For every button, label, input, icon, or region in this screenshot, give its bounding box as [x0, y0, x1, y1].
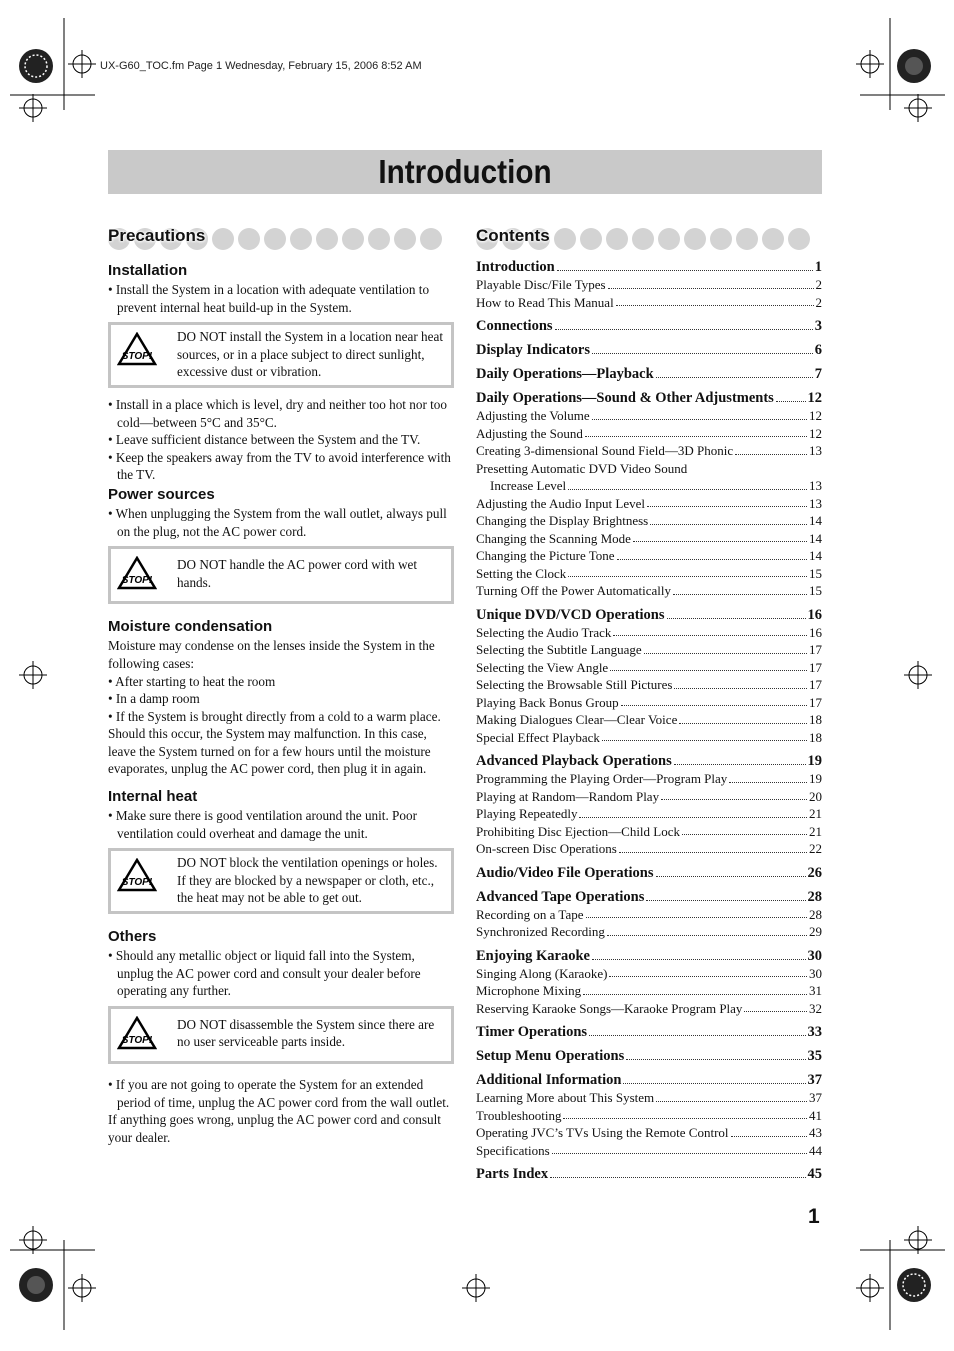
toc-sub-entry [476, 906, 822, 924]
toc-leader-dots [609, 965, 807, 978]
installation-bullet: • Install in a place which is level, dry and neither too hot nor too cold—between 5°C and 35°C. [108, 396, 447, 430]
toc-entry-title: Programming the Playing Order—Program Play [476, 771, 728, 786]
toc-entry-page: 19 [807, 753, 822, 769]
toc-sub-entry [476, 770, 822, 788]
power-warning-box [108, 546, 454, 604]
power-sources-title: Power sources [108, 485, 215, 503]
toc-entry-page: 20 [809, 788, 822, 804]
toc-leader-dots [633, 530, 807, 543]
toc-entry-page: 21 [809, 823, 822, 839]
toc-leader-dots [616, 294, 814, 307]
others-title: Others [108, 928, 157, 946]
toc-sub-entry [476, 477, 822, 495]
toc-entry-title: Changing the Scanning Mode [476, 530, 631, 546]
toc-entry-page: 13 [809, 478, 822, 493]
toc-main-entry [476, 389, 822, 407]
others-warning-text: DO NOT disassemble the System since there are no user serviceable parts inside. [177, 1016, 435, 1050]
toc-entry-title: Daily Operations—Playback [476, 366, 654, 382]
power-warning-text: DO NOT handle the AC power cord with wet hands. [177, 557, 418, 590]
toc-entry-title: Troubleshooting [476, 1107, 562, 1123]
toc-entry-page: 44 [809, 1142, 822, 1158]
toc-entry-page: 43 [809, 1125, 822, 1140]
toc-entry-title: Adjusting the Sound [476, 425, 583, 441]
toc-leader-dots [650, 512, 807, 525]
toc-sub-entry [476, 711, 822, 729]
toc-entry-title: Specifications [476, 1142, 550, 1158]
toc-entry-title: Daily Operations—Sound & Other Adjustments [476, 390, 774, 406]
toc-entry-page: 14 [809, 530, 822, 546]
toc-entry-title: Making Dialogues Clear—Clear Voice [476, 712, 678, 727]
others-bullet: • Should any metallic object or liquid fall into the System, unplug the AC power cord and consult your dealer before operating any further. [108, 948, 421, 999]
toc-entry-title: Timer Operations [476, 1024, 588, 1040]
others-warning-box [108, 1006, 454, 1064]
toc-sub-entry [476, 276, 822, 294]
toc-entry-page: 17 [809, 642, 822, 657]
toc-leader-dots [592, 407, 807, 420]
stop-hand-icon [117, 854, 177, 897]
toc-entry-title: Turning Off the Power Automatically [476, 583, 671, 598]
toc-sub-entry [476, 460, 822, 478]
toc-entry-title: Creating 3-dimensional Sound Field—3D Phonic [476, 443, 734, 458]
toc-entry-title: Special Effect Playback [476, 729, 600, 745]
toc-main-entry [476, 606, 822, 624]
toc-entry-page: 32 [809, 1000, 822, 1016]
toc-leader-dots [607, 923, 807, 936]
toc-entry-page: 2 [815, 277, 822, 292]
toc-leader-dots [602, 729, 807, 742]
toc-sub-entry [476, 694, 822, 712]
toc-leader-dots [619, 840, 807, 853]
toc-leader-dots [583, 982, 807, 995]
toc-entry-title: Playing Back Bonus Group [476, 694, 619, 710]
toc-main-entry [476, 317, 822, 335]
toc-sub-entry [476, 512, 822, 530]
precautions-heading: Precautions [108, 226, 206, 245]
toc-entry-title: How to Read This Manual [476, 294, 614, 310]
toc-entry-title: Introduction [476, 259, 555, 275]
toc-entry-page: 12 [809, 408, 822, 423]
moisture-bullet: • After starting to heat the room [108, 673, 276, 689]
toc-entry-title: Enjoying Karaoke [476, 947, 590, 964]
toc-sub-entry [476, 530, 822, 548]
power-bullet: • When unplugging the System from the wall outlet, always pull on the plug, not the AC power cord. [108, 505, 447, 539]
stop-icon-text: STOP! [121, 877, 153, 889]
toc-sub-entry [476, 729, 822, 747]
toc-sub-entry [476, 965, 822, 983]
toc-entry-page: 7 [814, 366, 822, 382]
toc-leader-dots [626, 1047, 805, 1060]
toc-entry-title: Presetting Automatic DVD Video Sound [476, 460, 688, 476]
toc-main-entry [476, 341, 822, 359]
toc-entry-page: 22 [809, 841, 822, 856]
file-header-line: UX-G60_TOC.fm Page 1 Wednesday, February 15, 2006 8:52 AM [100, 60, 422, 72]
toc-sub-entry [476, 982, 822, 1000]
toc-sub-entry [476, 1142, 822, 1160]
toc-sub-entry [476, 1107, 822, 1125]
toc-leader-dots [674, 676, 807, 689]
toc-entry-page: 1 [814, 259, 822, 275]
toc-sub-entry [476, 1000, 822, 1018]
heat-warning-text: DO NOT block the ventilation openings or holes. If they are blocked by a newspaper or cloth, etc., the heat may not be able to get out. [177, 855, 438, 906]
toc-sub-entry [476, 1089, 822, 1107]
toc-sub-entry [476, 547, 822, 565]
toc-entry-title: Singing Along (Karaoke) [476, 965, 608, 981]
toc-main-entry [476, 888, 822, 906]
toc-leader-dots [610, 659, 807, 672]
toc-main-entry [476, 258, 822, 276]
page-title: Introduction [378, 153, 552, 190]
title-banner [108, 150, 822, 194]
toc-leader-dots [673, 582, 807, 595]
toc-entry-title: Unique DVD/VCD Operations [476, 606, 665, 623]
toc-leader-dots [656, 365, 813, 378]
toc-entry-title: Audio/Video File Operations [476, 864, 654, 881]
toc-leader-dots [613, 624, 807, 637]
toc-leader-dots [563, 1107, 807, 1120]
precautions-column [108, 226, 454, 1146]
toc-entry-page: 26 [807, 864, 822, 881]
toc-sub-entry [476, 840, 822, 858]
stop-icon-text: STOP! [121, 1034, 153, 1046]
toc-entry-title: Recording on a Tape [476, 906, 584, 922]
installation-title: Installation [108, 262, 188, 279]
toc-main-entry [476, 1071, 822, 1089]
toc-sub-entry [476, 495, 822, 513]
toc-leader-dots [552, 1142, 807, 1155]
toc-entry-page: 41 [809, 1107, 822, 1123]
toc-sub-entry [476, 923, 822, 941]
toc-sub-entry [476, 641, 822, 659]
heat-bullet: • Make sure there is good ventilation around the unit. Poor ventilation could overheat and damage the unit. [108, 808, 417, 841]
toc-leader-dots [735, 442, 807, 455]
toc-sub-entry [476, 659, 822, 677]
toc-leader-dots [644, 641, 807, 654]
toc-entry-title: Parts Index [476, 1166, 549, 1182]
toc-entry-title: Selecting the Audio Track [476, 624, 612, 640]
moisture-title: Moisture condensation [108, 618, 273, 636]
toc-main-entry [476, 1047, 822, 1065]
toc-leader-dots [568, 565, 807, 578]
toc-sub-entry [476, 676, 822, 694]
toc-leader-dots [646, 888, 805, 901]
toc-leader-dots [617, 547, 807, 560]
toc-entry-title: Changing the Display Brightness [476, 513, 649, 528]
toc-entry-title: Adjusting the Volume [476, 408, 590, 423]
stop-icon-text: STOP! [121, 575, 153, 587]
precautions-heading-bar [108, 226, 454, 252]
toc-leader-dots [585, 425, 807, 438]
toc-leader-dots [729, 770, 807, 783]
toc-leader-dots [592, 341, 813, 354]
stop-hand-icon [117, 1012, 177, 1055]
toc-entry-page: 15 [809, 583, 822, 598]
toc-leader-dots [776, 389, 806, 402]
toc-entry-page: 18 [809, 729, 822, 745]
toc-entry-title: Selecting the View Angle [476, 659, 609, 675]
toc-entry-title: Selecting the Subtitle Language [476, 642, 642, 657]
toc-entry-title: Advanced Tape Operations [476, 888, 645, 905]
toc-entry-page: 45 [807, 1166, 822, 1182]
heat-warning-box [108, 848, 454, 914]
toc-entry-page: 13 [809, 495, 822, 511]
toc-sub-entry [476, 624, 822, 642]
table-of-contents [476, 258, 822, 1183]
toc-entry-title: Operating JVC’s TVs Using the Remote Control [476, 1125, 729, 1140]
toc-leader-dots [550, 1165, 805, 1178]
toc-entry-page: 15 [809, 565, 822, 581]
toc-entry-page: 6 [814, 342, 822, 358]
toc-leader-dots [589, 1023, 805, 1036]
toc-sub-entry [476, 442, 822, 460]
toc-leader-dots [579, 805, 807, 818]
toc-entry-page: 14 [809, 513, 822, 528]
toc-entry-page: 33 [807, 1024, 822, 1040]
page-number: 1 [808, 1205, 820, 1228]
contents-column [476, 226, 822, 1183]
toc-entry-title: Prohibiting Disc Ejection—Child Lock [476, 823, 681, 839]
toc-entry-page: 19 [809, 771, 822, 786]
toc-entry-page: 37 [809, 1090, 822, 1105]
installation-warning-text: DO NOT install the System in a location near heat sources, or in a place subject to direct sunlight, excessive dust or vibration. [177, 329, 444, 380]
toc-entry-page: 14 [809, 548, 822, 563]
moisture-intro: Moisture may condense on the lenses inside the System in the following cases: [108, 638, 435, 671]
toc-entry-page: 37 [807, 1072, 822, 1088]
toc-entry-title: Learning More about This System [476, 1090, 655, 1105]
toc-sub-entry [476, 823, 822, 841]
toc-entry-page: 3 [814, 318, 822, 334]
toc-entry-title: Reserving Karaoke Songs—Karaoke Program Play [476, 1000, 743, 1016]
toc-entry-title: Playable Disc/File Types [476, 277, 606, 292]
installation-warning-box [108, 322, 454, 388]
toc-sub-entry [476, 788, 822, 806]
toc-entry-page: 30 [809, 965, 822, 981]
toc-entry-page: 35 [807, 1048, 822, 1064]
toc-entry-title: Advanced Playback Operations [476, 753, 672, 769]
toc-leader-dots [608, 276, 814, 289]
toc-main-entry [476, 365, 822, 383]
moisture-outro: Should this occur, the System may malfunction. In this case, leave the System turned on for a few hours until the moisture evaporates, unplug the AC power cord, then plug it in again. [108, 726, 431, 777]
toc-entry-title: Setup Menu Operations [476, 1048, 625, 1064]
toc-entry-title: Playing at Random—Random Play [476, 788, 660, 804]
toc-entry-page: 2 [815, 294, 822, 310]
toc-entry-title: Display Indicators [476, 342, 591, 358]
toc-entry-page: 31 [809, 983, 822, 998]
toc-entry-page: 28 [807, 888, 822, 905]
toc-leader-dots [674, 752, 806, 765]
toc-leader-dots [568, 477, 807, 490]
toc-leader-dots [682, 823, 807, 836]
toc-main-entry [476, 947, 822, 965]
toc-entry-page: 17 [809, 677, 822, 692]
stop-hand-icon [117, 328, 177, 371]
toc-sub-entry [476, 582, 822, 600]
toc-main-entry [476, 752, 822, 770]
toc-leader-dots [592, 947, 806, 960]
toc-main-entry [476, 1023, 822, 1041]
toc-entry-page: 30 [807, 947, 822, 964]
toc-leader-dots [647, 495, 807, 508]
toc-entry-page: 16 [807, 606, 822, 623]
toc-entry-title: Adjusting the Audio Input Level [476, 495, 645, 511]
toc-leader-dots [623, 1071, 805, 1084]
contents-heading: Contents [476, 226, 550, 245]
toc-leader-dots [557, 258, 813, 271]
toc-leader-dots [731, 1124, 807, 1137]
toc-sub-entry [476, 294, 822, 312]
toc-leader-dots [667, 606, 806, 619]
toc-entry-title: Additional Information [476, 1072, 622, 1088]
toc-entry-page: 13 [809, 443, 822, 458]
moisture-bullet: • In a damp room [108, 691, 200, 707]
toc-sub-entry [476, 805, 822, 823]
toc-entry-page: 17 [809, 659, 822, 675]
toc-leader-dots [744, 1000, 807, 1013]
toc-leader-dots [656, 864, 806, 877]
toc-entry-page: 12 [807, 390, 822, 406]
toc-sub-entry [476, 425, 822, 443]
toc-leader-dots [661, 788, 807, 801]
installation-bullet: • Keep the speakers away from the TV to avoid interference with the TV. [108, 449, 451, 483]
installation-bullet: • Leave sufficient distance between the System and the TV. [108, 432, 421, 448]
toc-sub-entry [476, 565, 822, 583]
toc-entry-title: Playing Repeatedly [476, 806, 578, 821]
toc-main-entry [476, 864, 822, 882]
toc-leader-dots [621, 694, 807, 707]
installation-bullet: • Install the System in a location with adequate ventilation to prevent internal heat build-up in the System. [108, 282, 430, 315]
toc-entry-title: Selecting the Browsable Still Pictures [476, 677, 673, 692]
toc-leader-dots [586, 906, 807, 919]
toc-entry-page: 29 [809, 924, 822, 939]
toc-leader-dots [555, 317, 813, 330]
toc-entry-title: Microphone Mixing [476, 983, 582, 998]
internal-heat-title: Internal heat [108, 788, 198, 806]
toc-entry-page: 12 [809, 425, 822, 441]
toc-sub-entry [476, 407, 822, 425]
toc-main-entry [476, 1165, 822, 1183]
others-outro: If anything goes wrong, unplug the AC power cord and consult your dealer. [108, 1112, 441, 1145]
others-bullet: • If you are not going to operate the System for an extended period of time, unplug the AC power cord from the wall outlet. [108, 1077, 450, 1110]
stop-hand-icon [117, 552, 177, 595]
toc-entry-page: 21 [809, 806, 822, 821]
toc-leader-dots [656, 1089, 807, 1102]
stop-icon-text: STOP! [121, 351, 153, 363]
toc-entry-title: Changing the Picture Tone [476, 548, 615, 563]
toc-entry-title: Synchronized Recording [476, 924, 605, 939]
moisture-bullet: • If the System is brought directly from a cold to a warm place. [108, 708, 441, 724]
toc-entry-title: Connections [476, 318, 553, 334]
toc-entry-page: 28 [809, 906, 822, 922]
toc-entry-page: 18 [809, 712, 822, 727]
toc-sub-entry [476, 1124, 822, 1142]
toc-entry-title: Setting the Clock [476, 565, 567, 581]
toc-entry-title: Increase Level [490, 478, 567, 493]
toc-entry-page: 16 [809, 624, 822, 640]
toc-entry-page: 17 [809, 694, 822, 710]
contents-heading-bar [476, 226, 822, 252]
toc-leader-dots [679, 711, 807, 724]
toc-entry-title: On-screen Disc Operations [476, 841, 617, 856]
